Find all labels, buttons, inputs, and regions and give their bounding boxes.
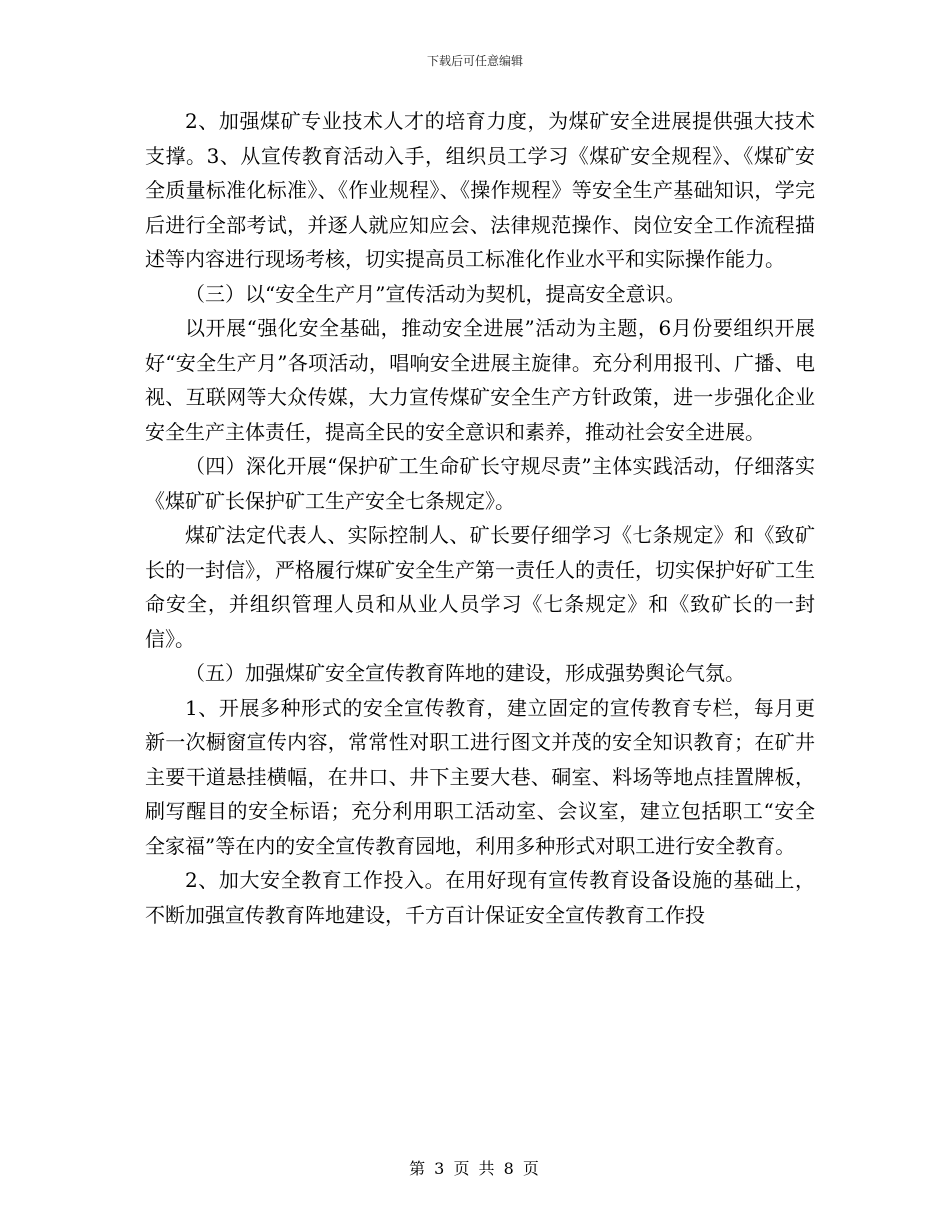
paragraph-education-investment: 2、加大安全教育工作投入。在用好现有宣传教育设备设施的基础上，不断加强宣传教育阵地建设，千方百计保证安全宣传教育工作投 <box>145 868 815 927</box>
paragraph-safety-month: 以开展“强化安全基础，推动安全进展”活动为主题，6月份要组织开展好“安全生产月”各项活动，唱响安全进展主旋律。充分利用报刊、广播、电视、互联网等大众传媒，大力宣传煤矿安全生产方针政策，进一步强化企业安全生产主体责任，提高全民的安全意识和素养，推动社会安全进展。 <box>145 316 815 444</box>
paragraph-talent-training: 2、加强煤矿专业技术人才的培育力度，为煤矿安全进展提供强大技术支撑。3、从宣传教育活动入手，组织员工学习《煤矿安全规程》、《煤矿安全质量标准化标准》、《作业规程》、《操作规程》等安全生产基础知识，学完后进行全部考试，并逐人就应知应会、法律规范操作、岗位安全工作流程描述等内容进行现场考核，切实提高员工标准化作业水平和实际操作能力。 <box>145 109 815 271</box>
section-heading-safety-month: （三）以“安全生产月”宣传活动为契机，提高安全意识。 <box>185 281 686 306</box>
header-note: 下载后可任意编辑 <box>426 54 523 68</box>
paragraph-seven-rules: 煤矿法定代表人、实际控制人、矿长要仔细学习《七条规定》和《致矿长的一封信》，严格履行煤矿安全生产第一责任人的责任，切实保护好矿工生命安全，并组织管理人员和从业人员学习《七条规定》和《致矿长的一封信》。 <box>145 523 815 651</box>
document-body <box>145 104 815 932</box>
section-heading-publicity-base: （五）加强煤矿安全宣传教育阵地的建设，形成强势舆论气氛。 <box>185 661 745 685</box>
page-number: 第 3 页 共 8 页 <box>409 1159 541 1178</box>
section-heading-miner-protection: （四）深化开展“保护矿工生命矿长守规尽责”主体实践活动，仔细落实《煤矿矿长保护矿工生产安全七条规定》。 <box>145 454 815 513</box>
paragraph-publicity-forms: 1、开展多种形式的安全宣传教育，建立固定的宣传教育专栏，每月更新一次橱窗宣传内容，常常性对职工进行图文并茂的安全知识教育；在矿井主要干道悬挂横幅，在井口、井下主要大巷、硐室、料场等地点挂置牌板，刷写醒目的安全标语；充分利用职工活动室、会议室，建立包括职工“安全全家福”等在内的安全宣传教育园地，利用多种形式对职工进行安全教育。 <box>145 695 815 858</box>
